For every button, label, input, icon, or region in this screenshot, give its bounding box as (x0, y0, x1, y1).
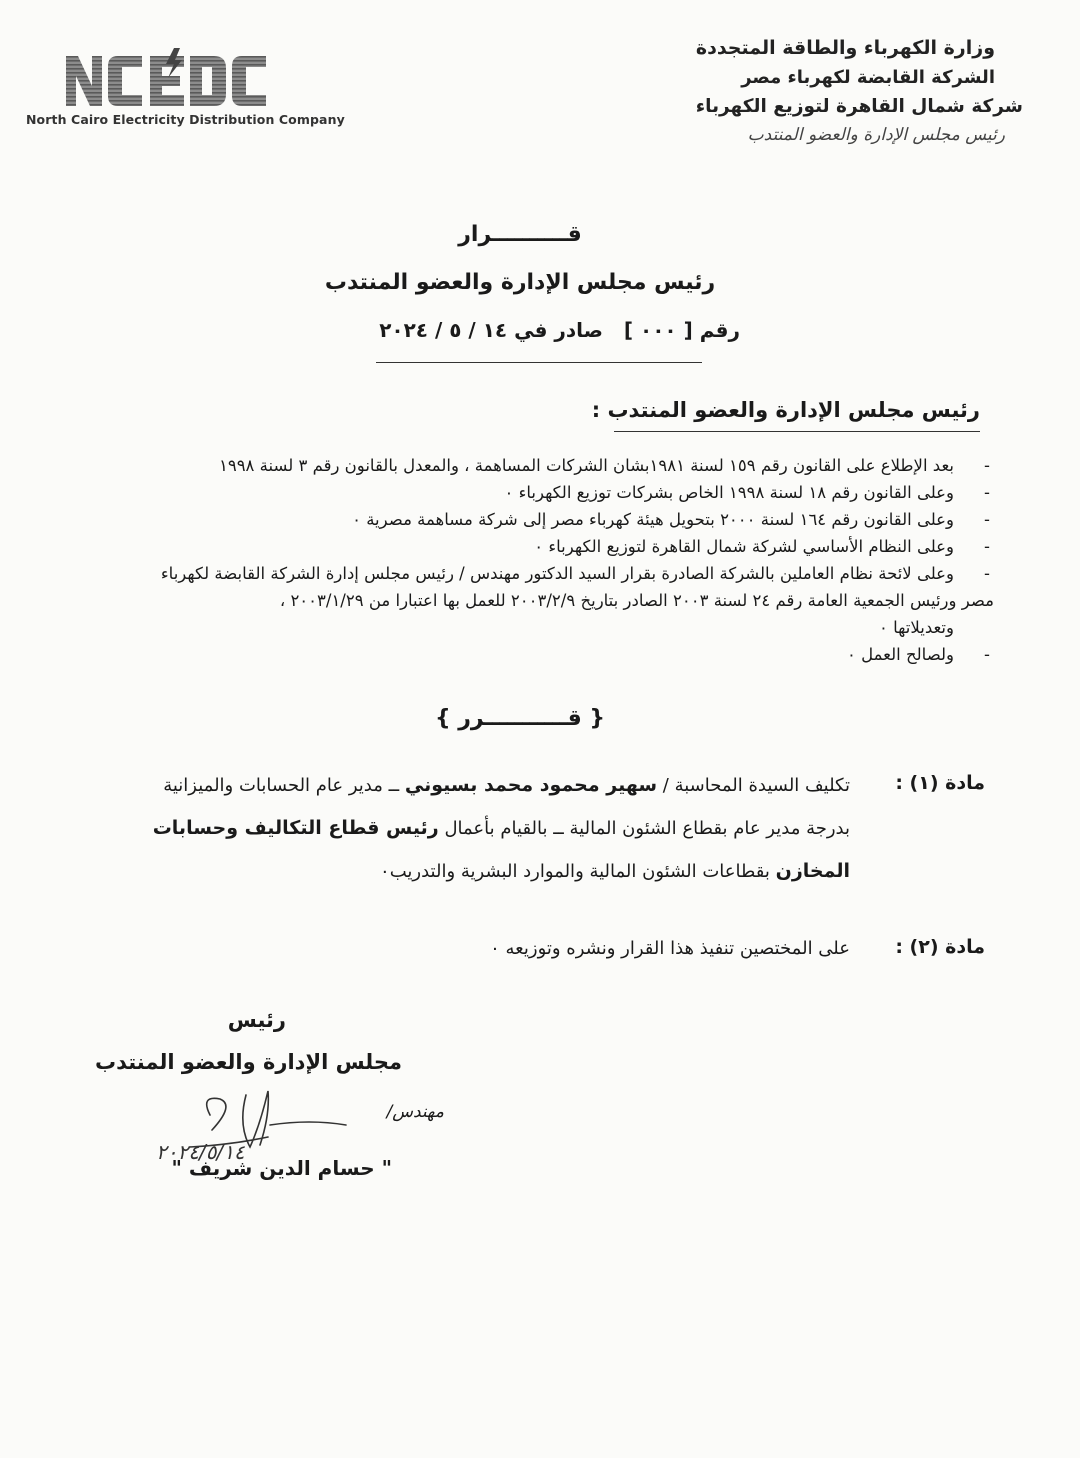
article-1-label: مادة (١) : (895, 772, 985, 794)
signatory-name: " حسام الدين شريف " (171, 1156, 392, 1180)
subject-underline (614, 431, 980, 432)
subject-heading: رئيس مجلس الإدارة والعضو المنتدب : (591, 398, 980, 422)
issued-date: ١٤ / ٥ / ٢٠٢٤ (379, 318, 508, 342)
assigned-position-cont: المخازن (775, 860, 850, 882)
preamble-list (114, 452, 994, 668)
article-1-line: تكليف السيدة المحاسبة / سهير محمود محمد بسيوني ــ مدير عام الحسابات والميزانية (163, 774, 850, 796)
decision-title: قــــــــــرار (458, 222, 582, 247)
signature-prefix: مهندس/ (386, 1102, 444, 1122)
article-1-line: المخازن بقطاعات الشئون المالية والموارد البشرية والتدريب٠ (380, 860, 850, 882)
preamble-item: - وعلى القانون رقم ١٨ لسنة ١٩٩٨ الخاص بشركات توزيع الكهرباء ٠ (504, 483, 990, 502)
article-2-label: مادة (٢) : (895, 936, 985, 958)
company-logo (24, 48, 345, 133)
preamble-item: - بعد الإطلاع على القانون رقم ١٥٩ لسنة ١٩٨١بشان الشركات المساهمة ، والمعدل بالقانون رقم ٣ لسنة ١٩٩٨ (218, 456, 990, 475)
ncedc-logo-mark (62, 48, 272, 110)
company-name: شركة شمال القاهرة لتوزيع الكهرباء (695, 96, 1023, 117)
preamble-continuation: مصر ورئيس الجمعية العامة رقم ٢٤ لسنة ٢٠٠٣ الصادر بتاريخ ٢٠٠٣/٢/٩ للعمل بها اعتبارا من ٢٠٠٣/١/٢٩ ، (279, 591, 994, 610)
preamble-continuation: وتعديلاتها ٠ (879, 618, 954, 637)
issued-label: صادر في (514, 318, 603, 342)
number-underline (376, 362, 702, 363)
signature-title-1: رئيس (227, 1008, 286, 1032)
signature-title-2: مجلس الإدارة والعضو المنتدب (94, 1050, 402, 1074)
ministry-name: وزارة الكهرباء والطاقة المتجددة (695, 37, 995, 59)
office-name: رئيس مجلس الإدارة والعضو المنتدب (747, 125, 1005, 145)
assigned-position: رئيس قطاع التكاليف وحسابات (152, 817, 439, 839)
preamble-item: - ولصالح العمل ٠ (847, 645, 990, 664)
preamble-item: - وعلى النظام الأساسي لشركة شمال القاهرة لتوزيع الكهرباء ٠ (534, 537, 990, 556)
preamble-item: - وعلى لائحة نظام العاملين بالشركة الصادرة بقرار السيد الدكتور مهندس / رئيس مجلس إدارة الشركة القابضة لكهرباء (160, 564, 990, 583)
article-2-text: على المختصين تنفيذ هذا القرار ونشره وتوزيعه ٠ (490, 938, 850, 959)
preamble-item: - وعلى القانون رقم ١٦٤ لسنة ٢٠٠٠ بتحويل هيئة كهرباء مصر إلى شركة مساهمة مصرية ٠ (352, 510, 990, 529)
handwritten-signature (150, 1085, 360, 1165)
decision-heading: { قـــــــــــرر } (434, 706, 606, 731)
employee-name: سهير محمود محمد بسيوني (404, 774, 658, 796)
article-1-text (90, 764, 850, 893)
decision-number-line (300, 318, 740, 342)
article-1-line: بدرجة مدير عام بقطاع الشئون المالية ــ بالقيام بأعمال رئيس قطاع التكاليف وحسابات (152, 817, 850, 839)
logo-subtitle: North Cairo Electricity Distribution Company (26, 112, 345, 127)
number-label: رقم (699, 318, 740, 342)
decision-issuer: رئيس مجلس الإدارة والعضو المنتدب (324, 270, 716, 295)
handwritten-date: ٢٠٢٤/٥/١٤ (156, 1140, 245, 1164)
number-value: [ ٠٠٠ ] (623, 318, 693, 342)
letterhead-org (575, 34, 1023, 150)
holding-company-name: الشركة القابضة لكهرباء مصر (741, 67, 995, 88)
